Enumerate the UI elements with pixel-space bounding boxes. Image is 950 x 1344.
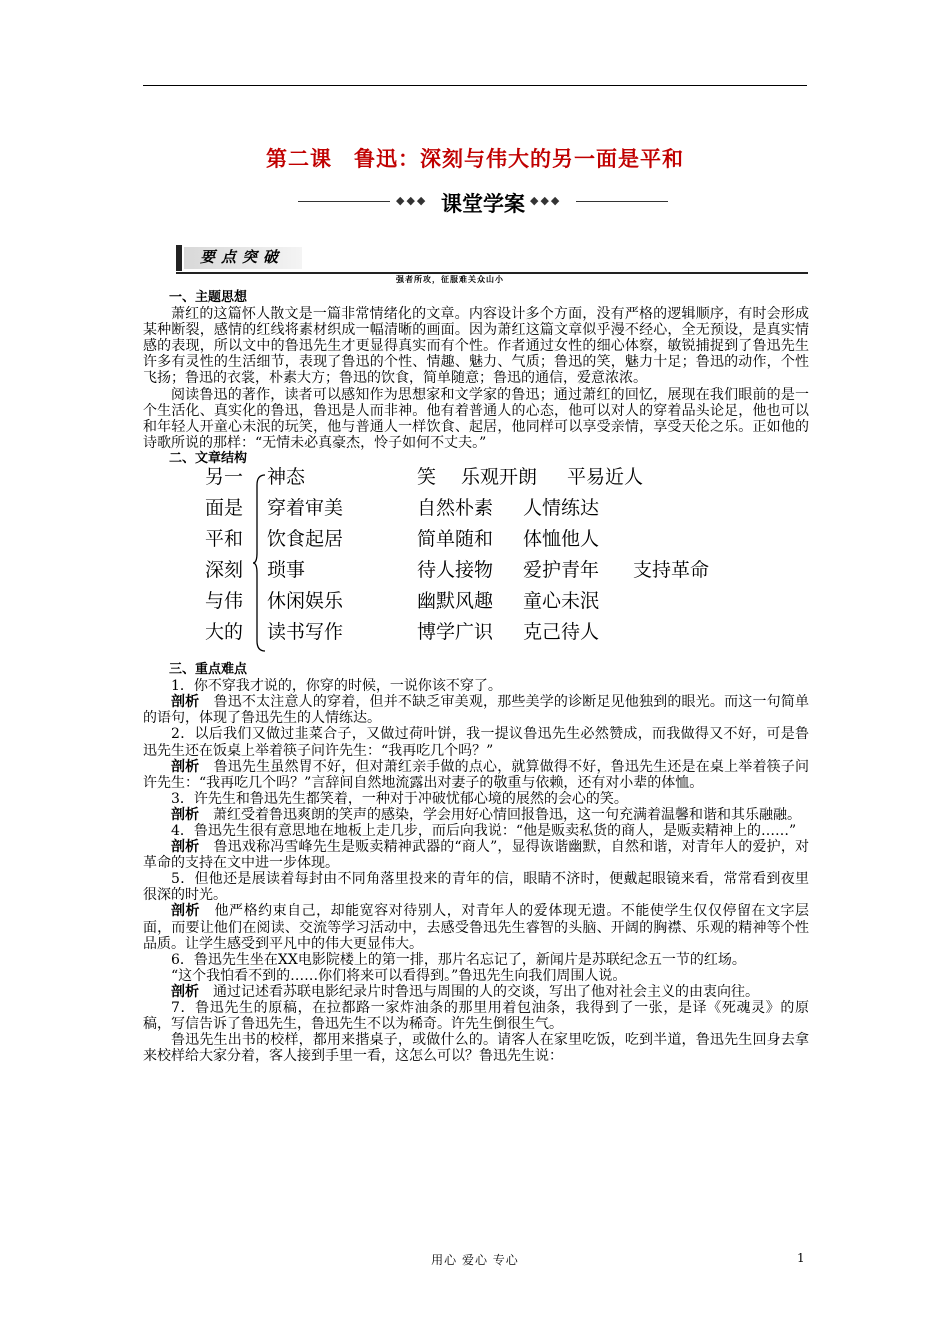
structure-aspect: 穿着审美 bbox=[267, 497, 344, 520]
question: 6．鲁迅先生坐在XX电影院楼上的第一排，那片名忘记了，新闻片是苏联纪念五一节的红场。 bbox=[171, 951, 746, 968]
structure-trait: 简单随和 bbox=[417, 528, 494, 551]
structure-trait: 幽默风趣 bbox=[417, 590, 494, 613]
paragraph: 鲁迅先生出书的校样，都用来揩桌子，或做什么的。请客人在家里吃饭，吃到半道，鲁迅先生回身去拿来校样给大家分着，客人接到手里一看，这怎么可以？鲁迅先生说： bbox=[143, 1032, 809, 1065]
analysis-label: 剖析 bbox=[171, 839, 200, 856]
structure-row bbox=[143, 621, 809, 655]
structure-trait: 博学广识 bbox=[417, 621, 494, 644]
structure-trait: 人情练达 bbox=[523, 497, 600, 520]
structure-row bbox=[143, 497, 809, 531]
banner-label: 课堂学案 bbox=[441, 192, 525, 216]
analysis-text: 鲁迅先生虽然胃不好，但对萧红亲手做的点心，就算做得不好，鲁迅先生还是在桌上举着筷子问许先生：“我再吃几个吗？”言辞间自然地流露出对妻子的敬重与依赖，还有对小辈的体恤。 bbox=[143, 758, 810, 791]
banner bbox=[298, 188, 668, 216]
analysis-text: 他严格约束自己，却能宽容对待别人，对青年人的爱体现无遗。不能使学生仅仅停留在文字层面，而要让他们在阅读、交流等学习活动中，去感受鲁迅先生睿智的头脑、开阔的胸襟、乐观的精神等个性品质。让学生感受到平凡中的伟大更显伟大。 bbox=[143, 903, 810, 952]
page-number: 1 bbox=[797, 1251, 805, 1265]
structure-row bbox=[143, 528, 809, 562]
diamond-ornament-left-icon: ◆◆◆ bbox=[396, 194, 428, 207]
footer-motto: 用心 爱心 专心 bbox=[431, 1253, 519, 1267]
structure-diagram bbox=[143, 467, 809, 662]
question: 4．鲁迅先生很有意思地在地板上走几步，而后向我说：“他是贩卖私货的商人，是贩卖精神上的……” bbox=[171, 822, 797, 839]
structure-trait: 支持革命 bbox=[633, 559, 710, 582]
question: 2．以后我们又做过韭菜合子，又做过荷叶饼，我一提议鲁迅先生必然赞成，而我做得又不好，可是鲁迅先生还在饭桌上举着筷子问许先生：“我再吃几个吗？” bbox=[143, 726, 809, 759]
structure-trait: 待人接物 bbox=[417, 559, 494, 582]
analysis-text: 鲁迅不太注意人的穿着，但并不缺乏审美观，那些美学的诊断足见他独到的眼光。而这一句简单的语句，体现了鲁迅先生的人情练达。 bbox=[143, 694, 810, 727]
question: 7．鲁迅先生的原稿，在拉都路一家炸油条的那里用着包油条，我得到了一张，是译《死魂灵》的原稿，写信告诉了鲁迅先生，鲁迅先生不以为稀奇。许先生倒很生气。 bbox=[143, 1000, 809, 1033]
analysis-label: 剖析 bbox=[171, 903, 201, 920]
analysis-label: 剖析 bbox=[171, 983, 199, 1000]
structure-trait: 克己待人 bbox=[523, 621, 600, 644]
banner-line-right bbox=[576, 201, 668, 202]
analysis bbox=[143, 839, 809, 871]
structure-left: 另一 bbox=[205, 466, 244, 489]
analysis bbox=[143, 903, 809, 951]
analysis-text: 萧红受着鲁迅爽朗的笑声的感染，学会用好心情回报鲁迅，这一句充满着温馨和谐和其乐融融。 bbox=[213, 806, 801, 823]
structure-left: 面是 bbox=[205, 497, 244, 520]
structure-aspect: 饮食起居 bbox=[267, 528, 344, 551]
analysis-label: 剖析 bbox=[171, 694, 200, 711]
analysis-text: 鲁迅戏称冯雪峰先生是贩卖精神武器的“商人”，显得诙谐幽默，自然和谐，对青年人的爱护，对革命的支持在文中进一步体现。 bbox=[143, 839, 810, 872]
heading-key-points: 三、重点难点 bbox=[169, 662, 248, 678]
heading-theme: 一、主题思想 bbox=[169, 290, 248, 305]
document-body bbox=[143, 290, 809, 1064]
question: 3．许先生和鲁迅先生都笑着，一种对于冲破忧郁心境的展然的会心的笑。 bbox=[171, 790, 628, 807]
structure-aspect: 休闲娱乐 bbox=[267, 590, 344, 613]
structure-trait: 童心未泯 bbox=[523, 590, 600, 613]
section-subtitle: 强者所攻，征服难关众山小 bbox=[396, 274, 504, 284]
structure-left: 平和 bbox=[205, 528, 244, 551]
structure-trait: 自然朴素 bbox=[417, 497, 494, 520]
structure-row bbox=[143, 559, 809, 593]
analysis-label: 剖析 bbox=[171, 806, 199, 823]
diamond-ornament-right-icon: ◆◆◆ bbox=[530, 194, 562, 207]
structure-aspect: 读书写作 bbox=[267, 621, 344, 644]
analysis bbox=[143, 759, 809, 791]
heading-structure: 二、文章结构 bbox=[169, 450, 248, 466]
header-rule bbox=[143, 85, 807, 86]
structure-trait: 体恤他人 bbox=[523, 528, 600, 551]
structure-trait: 爱护青年 bbox=[523, 559, 600, 582]
question: 5．但他还是展读着每封由不同角落里投来的青年的信，眼睛不济时，便戴起眼镜来看，常常看到夜里很深的时光。 bbox=[143, 871, 809, 904]
section-title: 要点突破 bbox=[200, 248, 285, 266]
paragraph: 阅读鲁迅的著作，读者可以感知作为思想家和文学家的鲁迅；通过萧红的回忆，展现在我们眼前的是一个生活化、真实化的鲁迅，鲁迅是人而非神。他有着普通人的心态，他可以对人的穿着品头论足，他也可以和年轻人开童心未泯的玩笑，他与普通人一样饮食、起居，他同样可以享受亲情，享受天伦之乐。正如他的诗歌所说的那样：“无情未必真豪杰，怜子如何不丈夫。” bbox=[143, 386, 809, 451]
analysis bbox=[143, 807, 809, 823]
structure-left: 与伟 bbox=[205, 590, 244, 613]
page-title: 第二课 鲁迅：深刻与伟大的另一面是平和 bbox=[266, 147, 684, 171]
structure-row bbox=[143, 466, 809, 500]
section-marker bbox=[176, 245, 182, 271]
structure-row bbox=[143, 590, 809, 624]
paragraph: 萧红的这篇怀人散文是一篇非常情绪化的文章。内容设计多个方面，没有严格的逻辑顺序，有时会形成某种断裂，感情的红线将素材织成一幅清晰的画面。因为萧红这篇文章似乎漫不经心，全无预设，是真实情感的表现，所以文中的鲁迅先生才更显得真实而有个性。作者通过女性的细心体察，敏锐捕捉到了鲁迅先生许多有灵性的生活细节，表现了鲁迅的个性、情趣、魅力、气质；鲁迅的笑，魅力十足；鲁迅的动作，个性飞扬；鲁迅的衣裳，朴素大方；鲁迅的饮食，简单随意；鲁迅的通信，爱意浓浓。 bbox=[143, 306, 809, 387]
structure-trait: 乐观开朗 bbox=[461, 466, 538, 489]
analysis bbox=[143, 984, 809, 1000]
structure-aspect: 神态 bbox=[267, 466, 306, 489]
structure-trait: 平易近人 bbox=[567, 466, 644, 489]
question: 1．你不穿我才说的，你穿的时候，一说你该不穿了。 bbox=[171, 678, 502, 695]
analysis-label: 剖析 bbox=[171, 758, 200, 775]
structure-aspect: 琐事 bbox=[267, 559, 306, 582]
structure-left: 大的 bbox=[205, 621, 244, 644]
analysis-text: 通过记述看苏联电影纪录片时鲁迅与周围的人的交谈，写出了他对社会主义的由衷向往。 bbox=[213, 983, 759, 1000]
quote: “这个我怕看不到的……你们将来可以看得到。”鲁迅先生向我们周围人说。 bbox=[171, 967, 627, 984]
analysis bbox=[143, 694, 809, 726]
structure-left: 深刻 bbox=[205, 559, 244, 582]
structure-trait: 笑 bbox=[417, 466, 437, 489]
